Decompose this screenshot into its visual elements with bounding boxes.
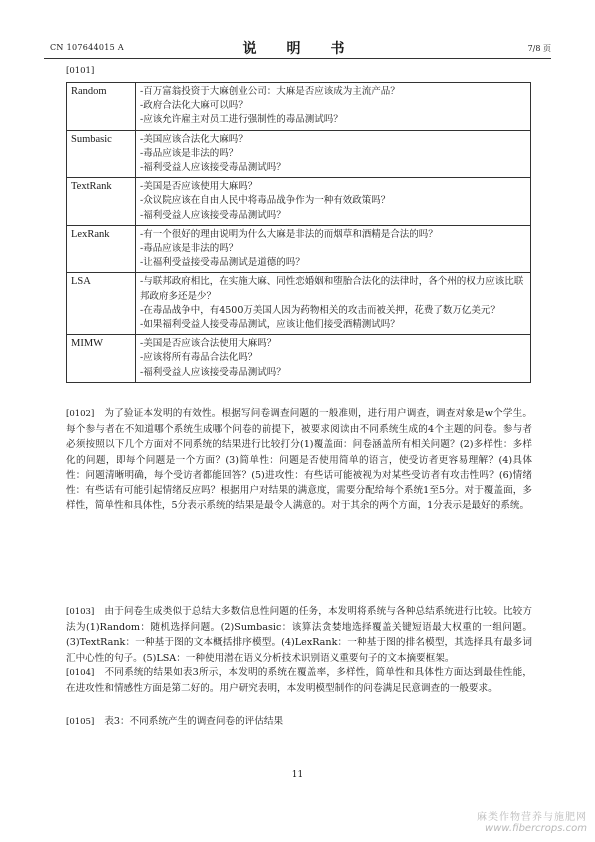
system-name-cell: LexRank: [67, 225, 136, 273]
paragraph-0102: [66, 406, 532, 513]
page-number: 11: [291, 770, 304, 780]
page-indicator: 7/8 页: [527, 44, 551, 53]
system-name-cell: TextRank: [67, 178, 136, 226]
watermark-text: 麻类作物营养与施肥网: [477, 812, 587, 823]
questions-cell: [136, 335, 531, 383]
questions-cell: [136, 83, 531, 131]
table-row: [67, 130, 531, 178]
watermark-url: www.fibercrops.com: [485, 823, 587, 834]
system-name-cell: Sumbasic: [67, 130, 136, 178]
survey-question: -众议院应该在自由人民中将毒品战争作为一种有效政策吗？: [140, 195, 391, 207]
paragraph-label: [0104]: [66, 668, 95, 678]
paragraph-label: [0103]: [66, 607, 95, 617]
paragraph-label: [0102]: [66, 409, 95, 419]
survey-question: -毒品应该是非法的吗？: [140, 243, 239, 255]
table-row: [67, 83, 531, 131]
system-name-cell: LSA: [67, 273, 136, 335]
system-name-cell: Random: [67, 83, 136, 131]
survey-question: -美国是否应该合法使用大麻吗？: [140, 338, 277, 350]
survey-question: -福利受益人应该接受毒品测试吗？: [140, 366, 286, 378]
survey-question: -美国是否应该使用大麻吗？: [140, 181, 258, 193]
paragraph-label: [0105]: [66, 717, 95, 727]
table-row: [67, 335, 531, 383]
watermark: [477, 808, 587, 834]
questions-cell: [136, 273, 531, 335]
table-row: [67, 225, 531, 273]
survey-question: -百万富翁投资于大麻创业公司：大麻是否应该成为主流产品？: [140, 86, 400, 97]
survey-question: -有一个很好的理由说明为什么大麻是非法的而烟草和酒精是合法的吗？: [140, 228, 438, 240]
survey-question: -如果福利受益人接受毒品测试，应该让他们接受酒精测试吗？: [140, 319, 400, 331]
paragraph-label-0101: [0101]: [66, 66, 95, 76]
survey-question: -让福利受益接受毒品测试是道德的吗？: [140, 257, 305, 269]
survey-question: -政府合法化大麻可以吗？: [140, 100, 248, 112]
survey-question: -应该允许雇主对员工进行强制性的毒品测试吗？: [140, 114, 343, 126]
paragraph-0105: [66, 714, 532, 730]
survey-question: -应该将所有毒品合法化吗？: [140, 352, 258, 364]
paragraph-0103: [66, 604, 532, 666]
survey-question: -福利受益人应该接受毒品测试吗？: [140, 162, 286, 174]
table-caption: 表3：不同系统产生的调查问卷的评估结果: [104, 716, 284, 727]
table-row: [67, 273, 531, 335]
paragraph-text: 由于问卷生成类似于总结大多数信息性问题的任务，本发明将系统与各种总结系统进行比较。比较方法为(1)Random：随机选择问题。(2)Sumbasic：该算法贪婪地选择覆盖关键短语最大权重的一组问题。(3)TextRank：一种基于图的文本概括排序模型。(4)LexRank：一种基于图的排名模型，其选择具有最多词汇中心性的句子。(5)LSA：一种使用潜在语义分析技术识别语义重要句子的文本摘要框架。: [66, 606, 532, 664]
questions-cell: [136, 130, 531, 178]
survey-question: -毒品应该是非法的吗？: [140, 147, 239, 159]
paragraph-text: 不同系统的结果如表3所示，本发明的系统在覆盖率，多样性，简单性和具体性方面达到最佳性能，在进攻性和情感性方面是第二好的。用户研究表明，本发明模型制作的问卷满足民意调查的一般要求。: [66, 667, 532, 695]
survey-question: -美国应该合法化大麻吗？: [140, 133, 248, 145]
survey-question: -在毒品战争中，有4500万美国人因为药物相关的攻击而被关押，花费了数万亿美元？: [140, 304, 500, 316]
system-name-cell: MIMW: [67, 335, 136, 383]
document-title: 说 明 书: [242, 41, 353, 57]
survey-question: -与联邦政府相比，在实施大麻、同性恋婚姻和堕胎合法化的法律时，各个州的权力应该比联邦政府多还是少？: [140, 276, 524, 302]
patent-number: CN 107644015 A: [50, 43, 124, 52]
paragraph-0104: [66, 665, 532, 696]
survey-question: -福利受益人应该接受毒品测试吗？: [140, 209, 286, 221]
table-row: [67, 178, 531, 226]
questions-cell: [136, 178, 531, 226]
paragraph-text: 为了验证本发明的有效性。根据写问卷调查问题的一般准则，进行用户调查，调查对象是w个学生。每个参与者在不知道哪个系统生成哪个问卷的前提下，被要求阅读由不同系统生成的4个主题的问卷。参与者必须按照以下几个方面对不同系统的结果进行比较打分(1)覆盖面：问卷涵盖所有相关问题？(2)多样性：多样化的问题，即每个问题是一个方面？(3)简单性：问题是否使用简单的语言，使受访者更容易理解？(4)具体性：问题清晰明确，每个受访者都能回答？(5)进攻性：有些话可能被视为对某些受访者有攻击性吗？(6)情绪性：有些话有可能引起情绪反应吗？根据用户对结果的满意度，需要分配给每个系统1至5分。对于覆盖面，多样性，简单性和具体性，5分表示系统的结果是最令人满意的。对于其余的两个方面，1分表示是最好的系统。: [66, 408, 532, 512]
page-header: [44, 36, 551, 58]
questions-cell: [136, 225, 531, 273]
header-divider: [44, 58, 551, 59]
comparison-table: [66, 82, 531, 383]
